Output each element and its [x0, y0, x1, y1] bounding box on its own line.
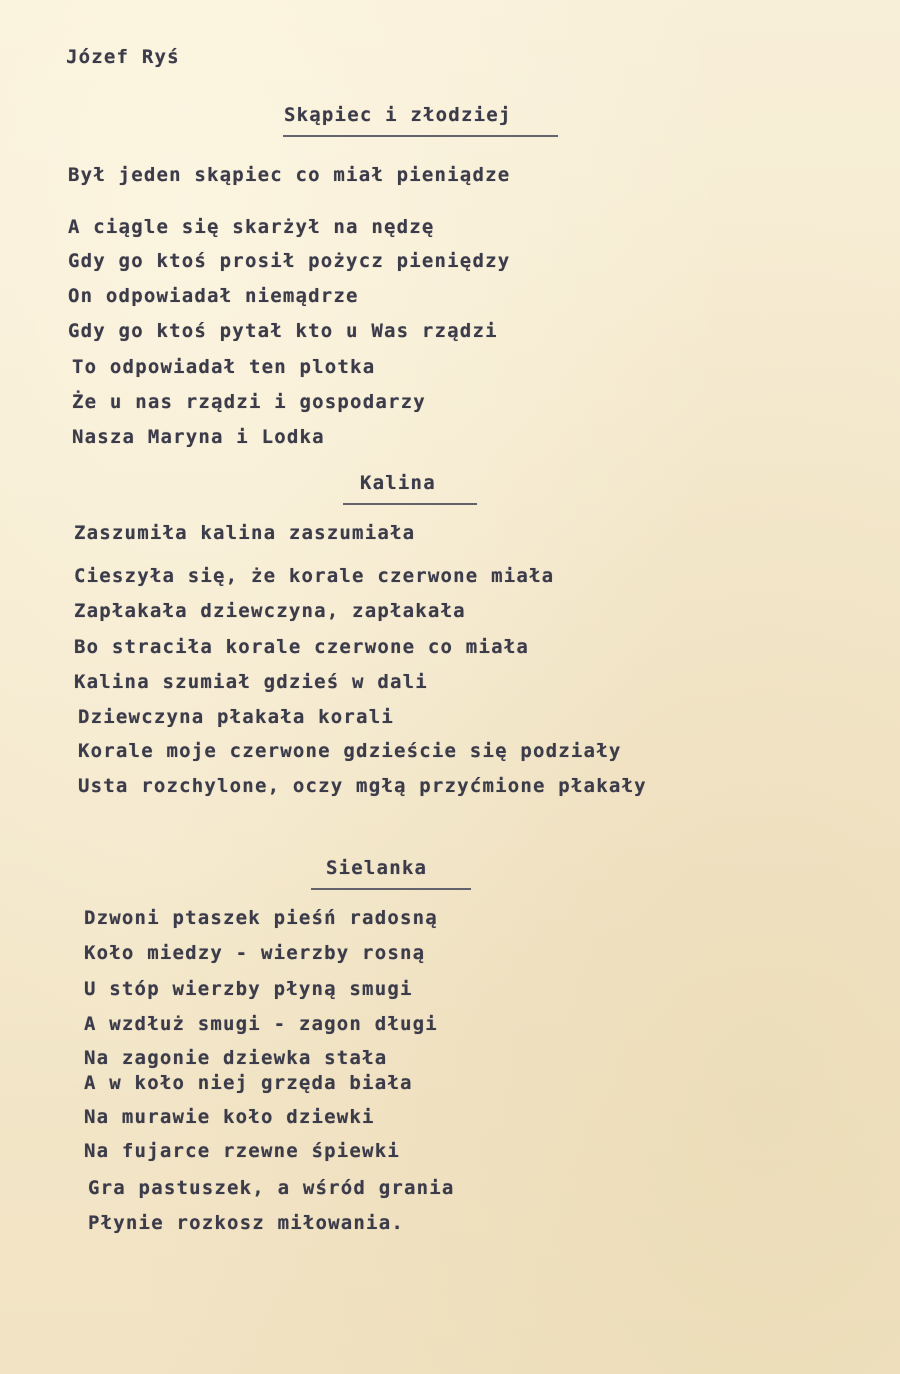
poem-line: Gdy go ktoś prosił pożycz pieniędzy	[68, 250, 511, 272]
poem-line: Na murawie koło dziewki	[84, 1106, 375, 1128]
poem-line: U stóp wierzby płyną smugi	[84, 978, 413, 1000]
poem-line: Nasza Maryna i Lodka	[72, 426, 325, 448]
poem-title-sielanka: Sielanka	[326, 857, 428, 879]
poem-line: A wzdłuż smugi - zagon długi	[84, 1013, 438, 1035]
poem-line: Na fujarce rzewne śpiewki	[84, 1140, 400, 1162]
poem-line: Że u nas rządzi i gospodarzy	[72, 391, 426, 413]
poem-line: Dzwoni ptaszek pieśń radosną	[84, 907, 438, 929]
poem-line: Był jeden skąpiec co miał pieniądze	[68, 164, 511, 186]
poem-line: Zaszumiła kalina zaszumiała	[74, 522, 416, 544]
poem-line: A w koło niej grzęda biała	[84, 1072, 413, 1094]
poem-line: Płynie rozkosz miłowania.	[88, 1212, 404, 1234]
poem-line: Korale moje czerwone gdzieście się podziały	[78, 740, 622, 762]
title-underline	[343, 503, 477, 505]
poem-line: On odpowiadał niemądrze	[68, 285, 359, 307]
poem-line: A ciągle się skarżył na nędzę	[68, 216, 435, 238]
title-underline	[311, 888, 471, 890]
poem-line: Gdy go ktoś pytał kto u Was rządzi	[68, 320, 498, 342]
poem-line: Bo straciła korale czerwone co miała	[74, 636, 530, 658]
poem-line: Usta rozchylone, oczy mgłą przyćmione płakały	[78, 775, 647, 797]
poem-line: Gra pastuszek, a wśród grania	[88, 1177, 455, 1199]
poem-line: Dziewczyna płakała korali	[78, 706, 394, 728]
poem-line: To odpowiadał ten plotka	[72, 356, 376, 378]
poem-line: Koło miedzy - wierzby rosną	[84, 942, 426, 964]
poem-line: Na zagonie dziewka stała	[84, 1047, 388, 1069]
poem-title-skapiec: Skąpiec i złodziej	[284, 104, 512, 126]
poem-title-kalina: Kalina	[360, 472, 436, 494]
author-name: Józef Ryś	[66, 46, 180, 68]
poem-line: Zapłakała dziewczyna, zapłakała	[74, 600, 466, 622]
poem-line: Kalina szumiał gdzieś w dali	[74, 671, 428, 693]
title-underline	[283, 135, 558, 137]
poem-line: Cieszyła się, że korale czerwone miała	[74, 565, 555, 587]
